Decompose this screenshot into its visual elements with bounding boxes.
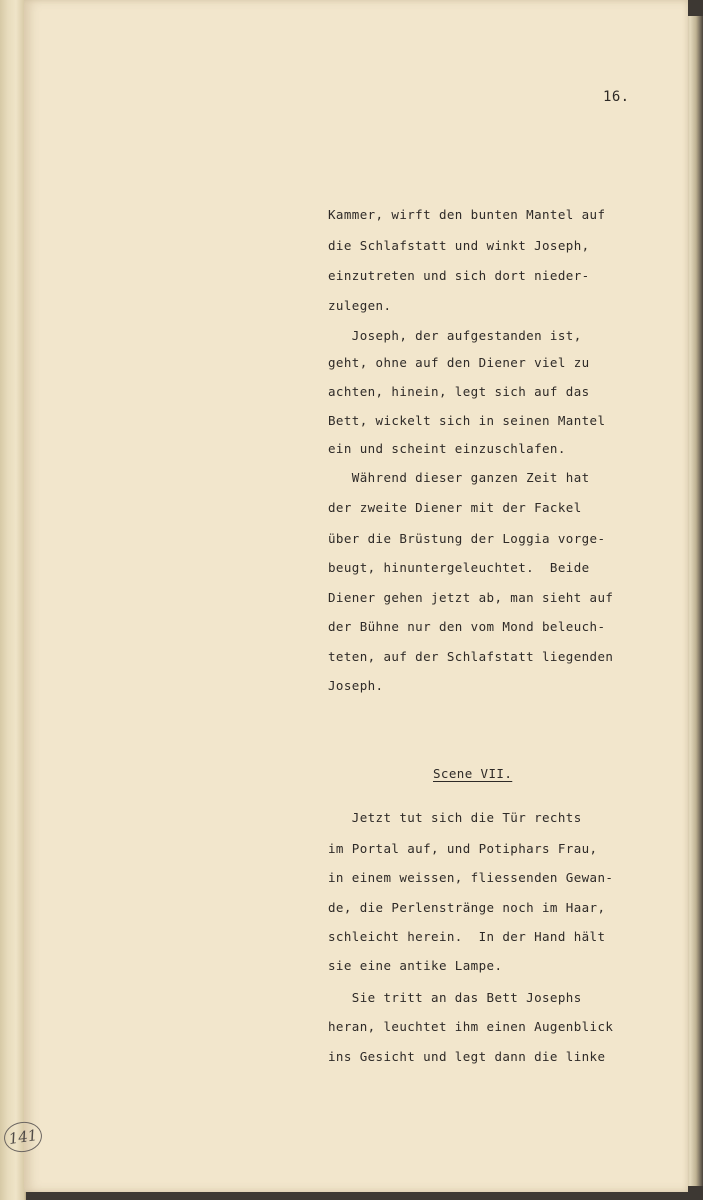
page-number: 16. [603,89,630,105]
text-line: Sie tritt an das Bett Josephs [328,990,582,1005]
text-line: heran, leuchtet ihm einen Augenblick [328,1019,614,1034]
text-line: schleicht herein. In der Hand hält [328,929,606,944]
text-line: über die Brüstung der Loggia vorge- [328,531,606,546]
text-line: Bett, wickelt sich in seinen Mantel [328,413,606,428]
text-line: geht, ohne auf den Diener viel zu [328,355,590,370]
text-line: Jetzt tut sich die Tür rechts [328,810,582,825]
text-line: Joseph, der aufgestanden ist, [328,328,582,343]
text-line: zulegen. [328,298,392,313]
text-line: Diener gehen jetzt ab, man sieht auf [328,590,614,605]
text-line: de, die Perlenstränge noch im Haar, [328,900,606,915]
text-line: ins Gesicht und legt dann die linke [328,1049,606,1064]
text-line: die Schlafstatt und winkt Joseph, [328,238,590,253]
text-line: achten, hinein, legt sich auf das [328,384,590,399]
text-line: einzutreten und sich dort nieder- [328,268,590,283]
text-line: teten, auf der Schlafstatt liegenden [328,649,614,664]
text-line: ein und scheint einzuschlafen. [328,441,566,456]
text-line: sie eine antike Lampe. [328,958,503,973]
archive-stamp: 141 [2,1120,44,1155]
text-line: Während dieser ganzen Zeit hat [328,470,590,485]
text-line: beugt, hinuntergeleuchtet. Beide [328,560,590,575]
text-line: der Bühne nur den vom Mond beleuch- [328,619,606,634]
scene-heading: Scene VII. [433,766,513,781]
text-line: im Portal auf, und Potiphars Frau, [328,841,598,856]
binding-edge [0,0,26,1200]
text-line: in einem weissen, fliessenden Gewan- [328,870,614,885]
text-line: der zweite Diener mit der Fackel [328,500,582,515]
text-line: Joseph. [328,678,384,693]
text-line: Kammer, wirft den bunten Mantel auf [328,207,606,222]
